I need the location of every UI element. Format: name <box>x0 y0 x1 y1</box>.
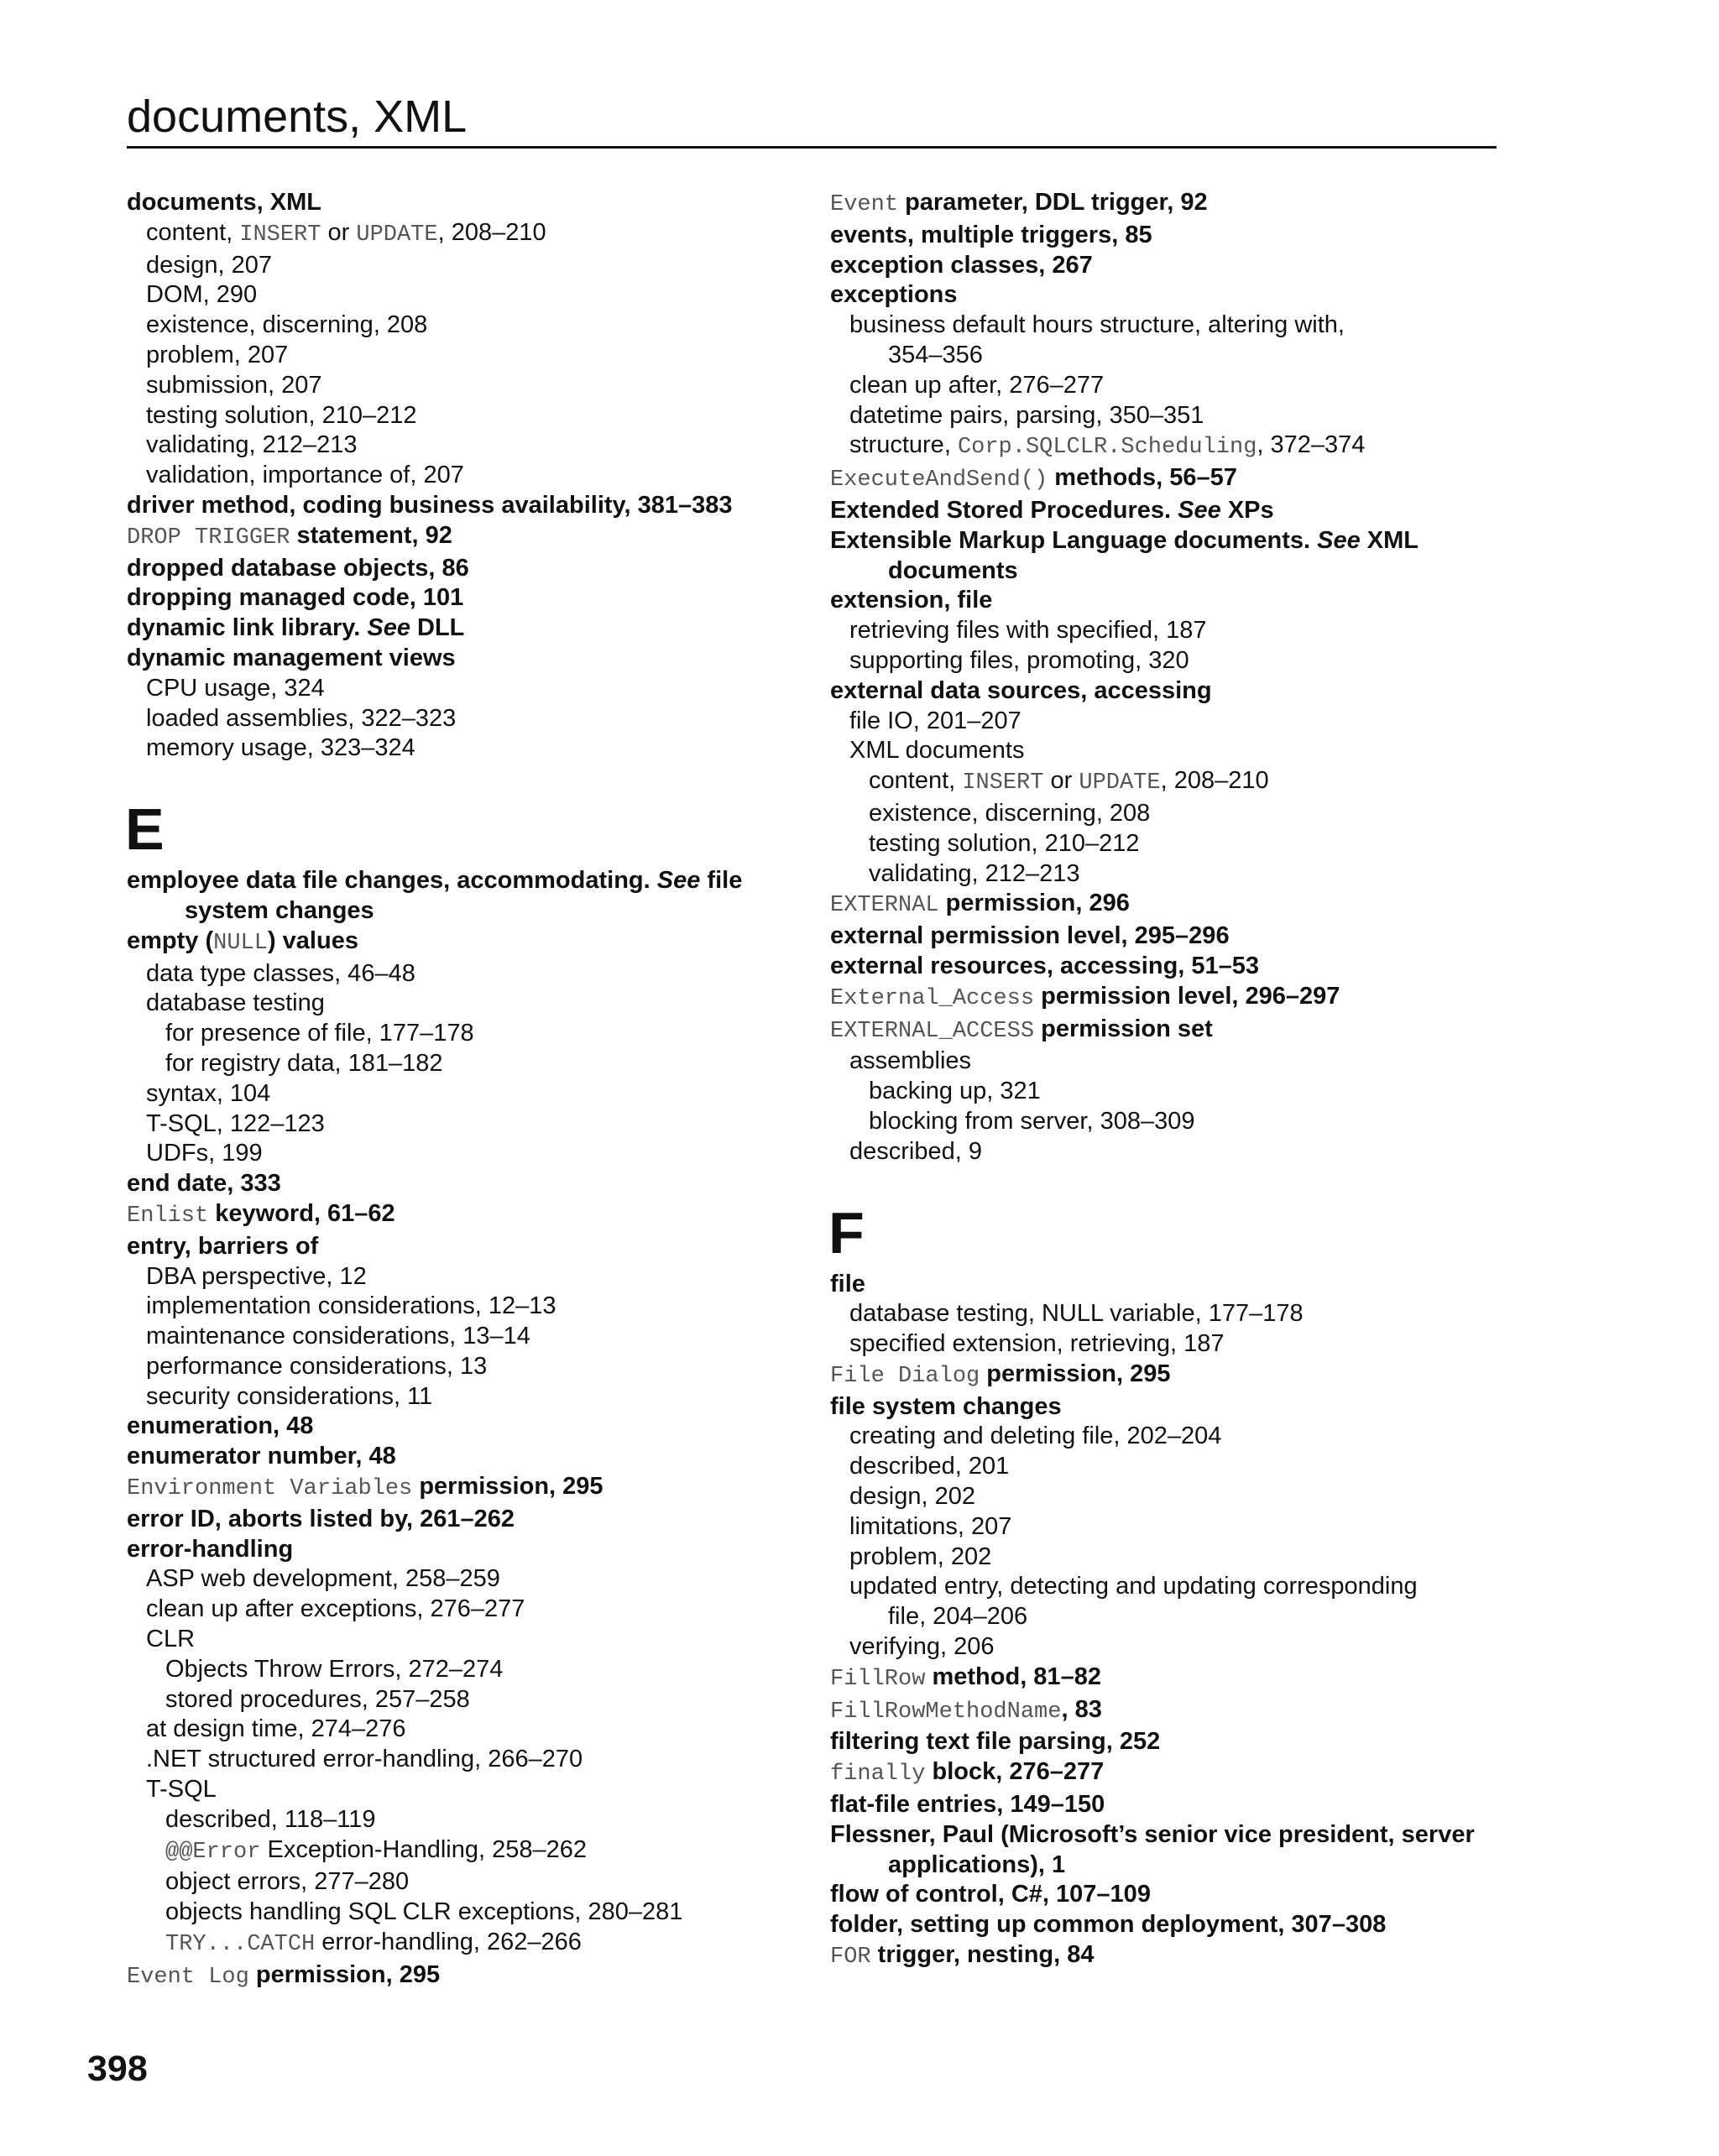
entry-text: database testing, NULL variable, 177–178 <box>849 1300 1304 1328</box>
index-entry <box>830 921 1502 952</box>
entry-text: enumerator number, 48 <box>127 1443 396 1470</box>
index-entry <box>127 1199 798 1232</box>
entry-text: employee data file changes, accommodating. <box>127 867 657 895</box>
code-term: @@Error <box>165 1839 261 1865</box>
index-subentry <box>830 1137 1502 1167</box>
index-entry <box>830 1727 1502 1757</box>
entry-text: UDFs, 199 <box>146 1140 263 1167</box>
index-entry <box>127 521 798 554</box>
index-subsubentry <box>830 799 1502 829</box>
index-subentry <box>127 1352 798 1382</box>
section-letter: F <box>828 1199 865 1266</box>
index-subentry <box>127 674 798 704</box>
entry-text: for registry data, 181–182 <box>165 1049 443 1077</box>
entry-text: entry, barriers of <box>127 1232 319 1260</box>
entry-text: DOM, 290 <box>146 281 258 309</box>
index-subentry <box>127 431 798 461</box>
index-entry <box>830 251 1502 281</box>
see-reference: See <box>656 867 701 895</box>
entry-text: Flessner, Paul (Microsoft’s senior vice president, server <box>830 1820 1475 1848</box>
index-subentry <box>830 1329 1502 1360</box>
index-subentry <box>830 431 1502 463</box>
index-entry <box>127 927 798 959</box>
index-subentry <box>830 371 1502 401</box>
index-subentry <box>830 1299 1502 1329</box>
index-subentry <box>127 1595 798 1625</box>
index-entry-continuation <box>830 1602 1502 1632</box>
index-subentry <box>830 707 1502 737</box>
index-entry <box>127 644 798 674</box>
entry-text: dropping managed code, 101 <box>127 584 464 612</box>
entry-text: T-SQL, 122–123 <box>146 1109 325 1137</box>
index-entry <box>127 1442 798 1472</box>
entry-text: filtering text file parsing, 252 <box>830 1728 1161 1756</box>
entry-text: applications), 1 <box>888 1851 1066 1878</box>
index-subentry <box>127 341 798 371</box>
entry-text: validation, importance of, 207 <box>146 462 464 489</box>
index-subentry <box>830 1422 1502 1452</box>
index-entry <box>127 1960 798 1993</box>
index-entry <box>830 221 1502 251</box>
entry-text: objects handling SQL CLR exceptions, 280–281 <box>165 1898 683 1926</box>
index-subentry <box>127 1139 798 1169</box>
entry-text: verifying, 206 <box>849 1633 995 1661</box>
index-entry <box>127 1535 798 1565</box>
entry-text: backing up, 321 <box>869 1078 1041 1105</box>
entry-text: data type classes, 46–48 <box>146 959 415 987</box>
index-entry-continuation <box>830 1851 1502 1881</box>
index-subentry <box>830 1452 1502 1482</box>
entry-text: implementation considerations, 12–13 <box>146 1292 556 1320</box>
entry-text: described, 201 <box>849 1453 1010 1480</box>
entry-text: Exception-Handling, 258–262 <box>260 1835 587 1863</box>
entry-text: parameter, DDL trigger, 92 <box>898 189 1208 216</box>
index-subentry <box>830 736 1502 766</box>
entry-text: methods, 56–57 <box>1048 464 1237 492</box>
entry-text: exception classes, 267 <box>830 251 1093 279</box>
entry-text: ASP web development, 258–259 <box>146 1565 500 1593</box>
index-entry <box>830 1015 1502 1047</box>
entry-text: dynamic link library. <box>127 614 368 642</box>
entry-text: statement, 92 <box>290 521 452 549</box>
code-term: INSERT <box>962 770 1044 796</box>
index-entry <box>127 554 798 584</box>
entry-text: Extended Stored Procedures. <box>830 496 1178 524</box>
index-entry <box>830 1663 1502 1695</box>
entry-text: keyword, 61–62 <box>208 1199 395 1227</box>
entry-text: file IO, 201–207 <box>849 707 1021 734</box>
index-column-right <box>830 188 1502 1973</box>
code-term: UPDATE <box>356 222 438 248</box>
index-entry <box>127 1412 798 1442</box>
entry-text: described, 9 <box>849 1137 982 1165</box>
index-subsubentry <box>830 829 1502 859</box>
entry-text: maintenance considerations, 13–14 <box>146 1323 530 1350</box>
entry-text: file <box>700 867 743 895</box>
index-subentry <box>127 1292 798 1322</box>
entry-text: CLR <box>146 1626 196 1653</box>
code-term: FillRow <box>830 1666 926 1692</box>
entry-text: stored procedures, 257–258 <box>165 1685 470 1713</box>
index-entry <box>830 1820 1502 1851</box>
entry-text: documents, XML <box>127 189 322 216</box>
index-subentry <box>830 1512 1502 1543</box>
index-subsubentry <box>830 859 1502 890</box>
entry-text: supporting files, promoting, 320 <box>849 646 1189 674</box>
index-entry <box>830 1880 1502 1910</box>
entry-text: clean up after exceptions, 276–277 <box>146 1595 525 1623</box>
index-subentry <box>830 1632 1502 1663</box>
section-letter: E <box>125 796 165 863</box>
index-entry <box>830 1360 1502 1392</box>
index-entry <box>830 982 1502 1015</box>
index-subsubentry <box>127 1835 798 1868</box>
index-subentry <box>127 1262 798 1292</box>
entry-text: testing solution, 210–212 <box>869 829 1140 857</box>
entry-text: syntax, 104 <box>146 1079 271 1107</box>
index-entry <box>830 1910 1502 1940</box>
index-subentry <box>830 1047 1502 1077</box>
entry-text: loaded assemblies, 322–323 <box>146 704 457 732</box>
index-entry <box>830 1695 1502 1728</box>
code-term: ExecuteAndSend() <box>830 467 1048 493</box>
entry-text: , 208–210 <box>437 218 546 246</box>
entry-text: end date, 333 <box>127 1170 281 1198</box>
index-entry <box>830 280 1502 311</box>
entry-text: performance considerations, 13 <box>146 1352 488 1380</box>
index-subentry <box>127 311 798 341</box>
entry-text: , 83 <box>1061 1695 1102 1723</box>
entry-text: , 372–374 <box>1257 431 1366 459</box>
entry-text: DBA perspective, 12 <box>146 1262 367 1290</box>
entry-text: updated entry, detecting and updating corresponding <box>849 1573 1418 1600</box>
entry-text: dropped database objects, 86 <box>127 554 469 582</box>
entry-text: memory usage, 323–324 <box>146 734 415 762</box>
entry-text: external permission level, 295–296 <box>830 922 1230 950</box>
code-term: Corp.SQLCLR.Scheduling <box>957 435 1257 461</box>
entry-text: design, 202 <box>849 1483 975 1511</box>
entry-text: problem, 202 <box>849 1543 992 1570</box>
code-term: FillRowMethodName <box>830 1699 1062 1725</box>
entry-text: design, 207 <box>146 251 272 279</box>
index-entry <box>830 463 1502 496</box>
entry-text: database testing <box>146 989 325 1017</box>
code-term: NULL <box>213 930 268 956</box>
entry-text: events, multiple triggers, 85 <box>830 221 1152 248</box>
index-entry <box>127 1169 798 1199</box>
entry-text: folder, setting up common deployment, 307–308 <box>830 1911 1387 1939</box>
index-subsubentry <box>830 1077 1502 1107</box>
code-term: Event <box>830 192 899 217</box>
index-subsubentry <box>127 1805 798 1835</box>
index-subsubentry <box>830 1107 1502 1137</box>
index-entry <box>830 188 1502 221</box>
see-reference: See <box>1178 496 1221 524</box>
index-subentry <box>830 1482 1502 1512</box>
entry-text: CPU usage, 324 <box>146 674 325 702</box>
entry-text: for presence of file, 177–178 <box>165 1020 474 1047</box>
entry-text: T-SQL <box>146 1776 217 1804</box>
entry-text: empty ( <box>127 927 214 954</box>
index-subentry <box>127 1079 798 1109</box>
code-term: Event Log <box>127 1964 249 1990</box>
entry-text: 354–356 <box>888 341 983 368</box>
entry-text: creating and deleting file, 202–204 <box>849 1423 1222 1450</box>
entry-text: method, 81–82 <box>925 1663 1101 1690</box>
entry-text: specified extension, retrieving, 187 <box>849 1330 1225 1358</box>
entry-text: business default hours structure, altering with, <box>849 311 1345 339</box>
index-entry <box>830 1940 1502 1973</box>
index-subentry <box>127 1625 798 1655</box>
entry-text: permission, 295 <box>412 1473 603 1501</box>
code-term: finally <box>830 1762 926 1788</box>
index-subsubentry <box>127 1049 798 1079</box>
index-entry-continuation <box>830 556 1502 587</box>
index-column-left <box>127 188 798 1993</box>
code-term: External_Access <box>830 985 1035 1011</box>
entry-text: problem, 207 <box>146 341 289 368</box>
entry-text: content, <box>869 767 963 795</box>
index-subentry <box>830 311 1502 341</box>
index-subsubentry <box>127 1019 798 1049</box>
index-subsubentry <box>830 766 1502 799</box>
running-header <box>127 87 1497 149</box>
index-subentry <box>127 1715 798 1745</box>
index-entry <box>830 496 1502 526</box>
index-subsubentry <box>127 1685 798 1715</box>
code-term: INSERT <box>239 222 321 248</box>
index-entry <box>830 1757 1502 1790</box>
entry-text: file, 204–206 <box>888 1603 1028 1631</box>
entry-text: limitations, 207 <box>849 1512 1012 1540</box>
index-subentry <box>127 1775 798 1805</box>
index-entry <box>830 1270 1502 1300</box>
entry-text: submission, 207 <box>146 371 322 399</box>
index-subentry <box>127 401 798 431</box>
entry-text: validating, 212–213 <box>146 431 358 459</box>
index-subentry <box>127 989 798 1019</box>
index-entry-continuation <box>127 896 798 927</box>
entry-text: exceptions <box>830 281 958 309</box>
index-subentry <box>127 1745 798 1775</box>
index-entry <box>127 1472 798 1505</box>
entry-text: testing solution, 210–212 <box>146 401 417 429</box>
index-entry <box>127 491 798 521</box>
code-term: EXTERNAL_ACCESS <box>830 1018 1035 1044</box>
code-term: Environment Variables <box>127 1476 413 1502</box>
index-entry-continuation <box>830 341 1502 371</box>
index-entry <box>830 889 1502 921</box>
entry-text: XPs <box>1220 496 1274 524</box>
index-subentry <box>127 733 798 764</box>
entry-text: assemblies <box>849 1047 972 1075</box>
index-subentry <box>127 1382 798 1412</box>
index-subentry <box>127 1564 798 1595</box>
entry-text: permission set <box>1034 1015 1213 1042</box>
entry-text: file system changes <box>830 1392 1062 1420</box>
entry-text: object errors, 277–280 <box>165 1868 410 1896</box>
entry-text: described, 118–119 <box>165 1805 376 1833</box>
entry-text: block, 276–277 <box>925 1758 1105 1786</box>
entry-text: extension, file <box>830 587 993 614</box>
index-entry <box>127 188 798 218</box>
entry-text: blocking from server, 308–309 <box>869 1107 1195 1135</box>
entry-text: permission, 295 <box>980 1360 1171 1387</box>
code-term: TRY...CATCH <box>165 1932 316 1958</box>
index-subentry <box>127 1322 798 1352</box>
index-subentry <box>127 371 798 401</box>
index-entry <box>127 1505 798 1535</box>
entry-text: security considerations, 11 <box>146 1382 433 1410</box>
entry-text: Extensible Markup Language documents. <box>830 526 1318 554</box>
code-term: File Dialog <box>830 1363 980 1389</box>
entry-text: flat-file entries, 149–150 <box>830 1791 1105 1819</box>
entry-text: or <box>321 218 357 246</box>
see-reference: See <box>1317 526 1361 554</box>
entry-text: error-handling, 262–266 <box>315 1929 582 1956</box>
index-entry <box>127 613 798 644</box>
entry-text: clean up after, 276–277 <box>849 371 1105 399</box>
index-entry <box>830 586 1502 616</box>
index-subsubentry <box>127 1655 798 1685</box>
entry-text: Objects Throw Errors, 272–274 <box>165 1655 504 1683</box>
entry-text: flow of control, C#, 107–109 <box>830 1881 1151 1908</box>
index-subentry <box>127 959 798 989</box>
index-entry <box>830 526 1502 556</box>
index-entry <box>830 952 1502 982</box>
index-subentry <box>830 616 1502 646</box>
entry-text: at design time, 274–276 <box>146 1715 406 1743</box>
entry-text: error-handling <box>127 1535 294 1563</box>
see-reference: See <box>367 614 410 642</box>
index-subentry <box>830 1543 1502 1573</box>
entry-text: retrieving files with specified, 187 <box>849 617 1207 645</box>
code-term: EXTERNAL <box>830 893 939 919</box>
entry-text: existence, discerning, 208 <box>146 311 428 339</box>
index-subsubentry <box>127 1928 798 1960</box>
index-entry <box>127 866 798 896</box>
index-subentry <box>127 461 798 491</box>
entry-text: or <box>1043 767 1079 795</box>
page-number: 398 <box>87 2049 148 2089</box>
index-entry <box>127 583 798 613</box>
index-subentry <box>830 401 1502 431</box>
entry-text: dynamic management views <box>127 644 456 671</box>
code-term: UPDATE <box>1079 770 1161 796</box>
index-subsubentry <box>127 1898 798 1928</box>
entry-text: datetime pairs, parsing, 350–351 <box>849 401 1204 429</box>
entry-text: .NET structured error-handling, 266–270 <box>146 1746 583 1773</box>
index-subentry <box>127 218 798 251</box>
entry-text: ) values <box>267 927 358 954</box>
entry-text: system changes <box>185 896 374 924</box>
entry-text: XML documents <box>849 737 1025 765</box>
entry-text: , 208–210 <box>1160 767 1269 795</box>
entry-text: permission, 295 <box>248 1960 441 1988</box>
header-title: documents, XML <box>127 91 468 142</box>
entry-text: error ID, aborts listed by, 261–262 <box>127 1505 515 1532</box>
index-subentry <box>127 704 798 734</box>
entry-text: DLL <box>410 614 465 642</box>
index-entry <box>830 1790 1502 1820</box>
index-subentry <box>127 1109 798 1140</box>
index-entry <box>127 1232 798 1262</box>
code-term: FOR <box>830 1945 871 1971</box>
entry-text: XML <box>1360 526 1419 554</box>
code-term: DROP TRIGGER <box>127 525 290 551</box>
entry-text: file <box>830 1270 865 1297</box>
entry-text: trigger, nesting, 84 <box>870 1941 1095 1969</box>
entry-text: permission, 296 <box>938 890 1130 917</box>
entry-text: permission level, 296–297 <box>1034 982 1340 1010</box>
entry-text: external resources, accessing, 51–53 <box>830 952 1260 979</box>
code-term: Enlist <box>127 1203 209 1229</box>
index-entry <box>830 1392 1502 1423</box>
index-subentry <box>127 280 798 311</box>
index-subsubentry <box>127 1867 798 1898</box>
index-entry <box>830 676 1502 707</box>
entry-text: enumeration, 48 <box>127 1412 314 1440</box>
entry-text: content, <box>146 218 240 246</box>
index-subentry <box>830 1572 1502 1602</box>
entry-text: driver method, coding business availability, 381–383 <box>127 491 733 519</box>
entry-text: existence, discerning, 208 <box>869 799 1151 827</box>
entry-text: external data sources, accessing <box>830 676 1212 704</box>
entry-text: documents <box>888 556 1018 584</box>
entry-text: structure, <box>849 431 958 459</box>
index-subentry <box>830 646 1502 676</box>
index-subentry <box>127 251 798 281</box>
entry-text: validating, 212–213 <box>869 859 1080 887</box>
